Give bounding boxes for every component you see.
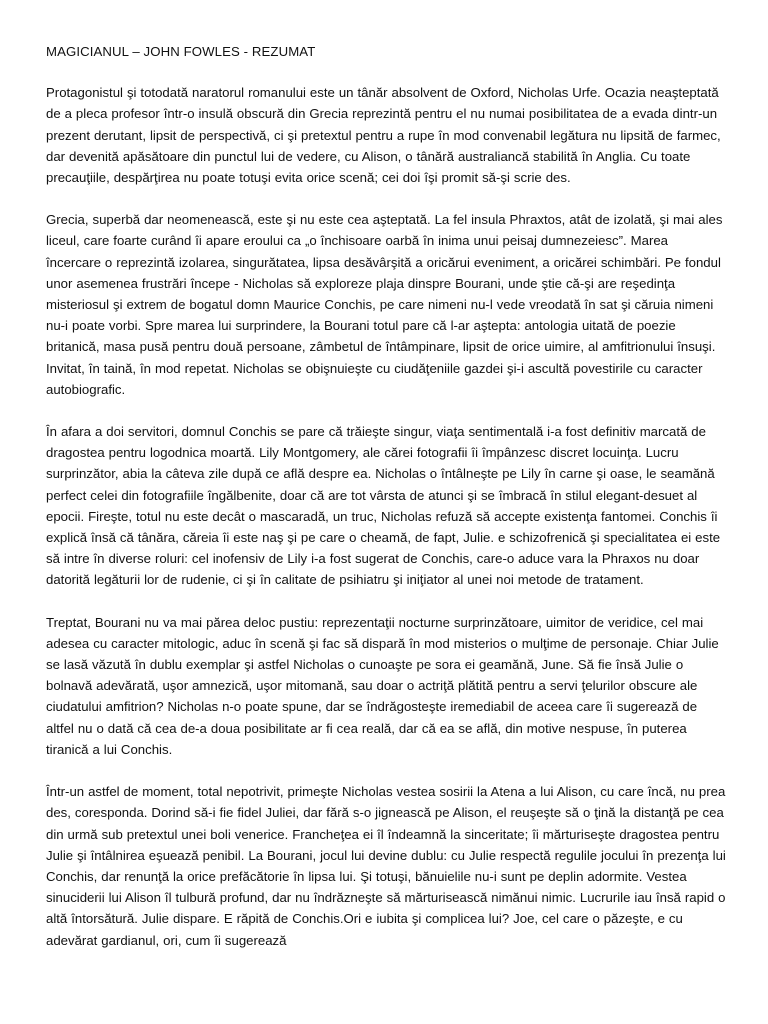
paragraph-2: Grecia, superbă dar neomenească, este şi nu este cea aşteptată. La fel insula Phraxtos, atât de izolată, şi mai ales liceul, care foarte curând îi apare eroului ca „o închisoare oarbă în inima unui peisaj dumnezeiesc”. Marea încercare o reprezintă izolarea, singurătatea, lipsa desăvârşită a oricărui eveniment, a oricărei schimbări. Pe fondul unor asemenea frustrări începe - Nicholas să exploreze plaja dinspre Bourani, unde ştie că-şi are reşedinţa misteriosul şi extrem de bogatul domn Maurice Conchis, pe care nimeni nu-l vede vreodată în sat şi căruia nimeni nu-i poate vorbi. Spre marea lui surprindere, la Bourani totul pare că l-ar aştepta: antologia uitată de poezie britanică, masa pusă pentru două persoane, zâmbetul de întâmpinare, lipsit de orice uimire, al amfitrionului însuşi. Invitat, în taină, în mod repetat. Nicholas se obişnuieşte cu ciudăţeniile gazdei şi-i ascultă povestirile cu caracter autobiografic. — [46, 212, 723, 397]
document-title: MAGICIANUL – JOHN FOWLES - REZUMAT — [46, 44, 316, 59]
document-body — [46, 41, 726, 972]
paragraph-5: Într-un astfel de moment, total nepotrivit, primeşte Nicholas vestea sosirii la Atena a lui Alison, cu care încă, nu prea des, coresponda. Dorind să-i fie fidel Juliei, dar fără s-o jignească pe Alison, el reuşeşte să o ţină la distanţă pe cea din urmă sub pretextul unei boli venerice. Francheţea ei îl îndeamnă la sinceritate; îi mărturiseşte dragostea pentru Julie şi întâlnirea eşuează penibil. La Bourani, jocul lui devine dublu: cu Julie respectă regulile jocului în prezenţa lui Conchis, dar renunţă la orice prefăcătorie în lipsa lui. Şi totuşi, bănuielile nu-i sunt pe deplin adormite. Vestea sinuciderii lui Alison îl tulbură profund, dar nu îndrăzneşte să mărturisească nimănui nimic. Lucrurile iau însă rapid o altă întorsătură. Julie dispare. E răpită de Conchis.Ori e iubita şi complicea lui? Joe, cel care o păzeşte, e cu adevărat gardianul, ori, cum îi sugerează — [46, 784, 726, 948]
paragraph-1: Protagonistul şi totodată naratorul romanului este un tânăr absolvent de Oxford, Nicholas Urfe. Ocazia neaşteptată de a pleca profesor într-o insulă obscură din Grecia reprezintă pentru el nu numai posibilitatea de a evada dintr-un prezent derutant, lipsit de perspectivă, ci şi pretextul pentru a rupe în mod convenabil legătura nu lipsită de farmec, dar devenită apăsătoare din punctul lui de vedere, cu Alison, o tânără australiancă stabilită în Anglia. Cu toate precauţiile, despărţirea nu poate totuşi evita orice scenă; cei doi îşi promit să-şi scrie des. — [46, 85, 721, 186]
paragraph-4: Treptat, Bourani nu va mai părea deloc pustiu: reprezentaţii nocturne surprinzătoare, uimitor de veridice, cel mai adesea cu caracter mitologic, aduc în scenă şi fac să dispară în mod misterios o mulţime de personaje. Chiar Julie se lasă văzută în dublu exemplar şi astfel Nicholas o cunoaşte pe sora ei geamănă, June. Să fie însă Julie o bolnavă adevărată, uşor amnezică, uşor mitomană, sau doar o actriţă plătită pentru a servi ţelurilor obscure ale ciudatului amfitrion? Nicholas n-o poate spune, dar se îndrăgosteşte iremediabil de aceea care îi sugerează de altfel nu o dată că cea de-a doua posibilitate ar fi cea reală, dar că ea se află, din motive nespuse, în puterea tiranică a lui Conchis. — [46, 614, 719, 757]
paragraph-3: În afara a doi servitori, domnul Conchis se pare că trăieşte singur, viaţa sentimentală i-a fost definitiv marcată de dragostea pentru logodnica moartă. Lily Montgomery, ale cărei fotografii îi împânzesc discret locuinţa. Lucru surprinzător, abia la câteva zile după ce află despre ea. Nicholas o întâlneşte pe Lily în carne şi oase, le seamănă perfect celei din fotografiile îngălbenite, doar că are tot vârsta de atunci şi se îmbracă în stilul elegant-desuet al epocii. Fireşte, totul nu este decât o mascaradă, un truc, Nicholas refuză să accepte existenţa fantomei. Conchis îi explică însă că tânăra, căreia îi este naş şi pe care o cheamă, de fapt, Julie. e schizofrenică şi specialitatea ei este să intre în diverse roluri: cel inofensiv de Lily i-a fost sugerat de Conchis, care-o aduce vara la Phraxos nu doar datorită legăturii lor de rudenie, ci şi în calitate de psihiatru şi iniţiator al unei noi metode de tratament. — [46, 424, 721, 588]
